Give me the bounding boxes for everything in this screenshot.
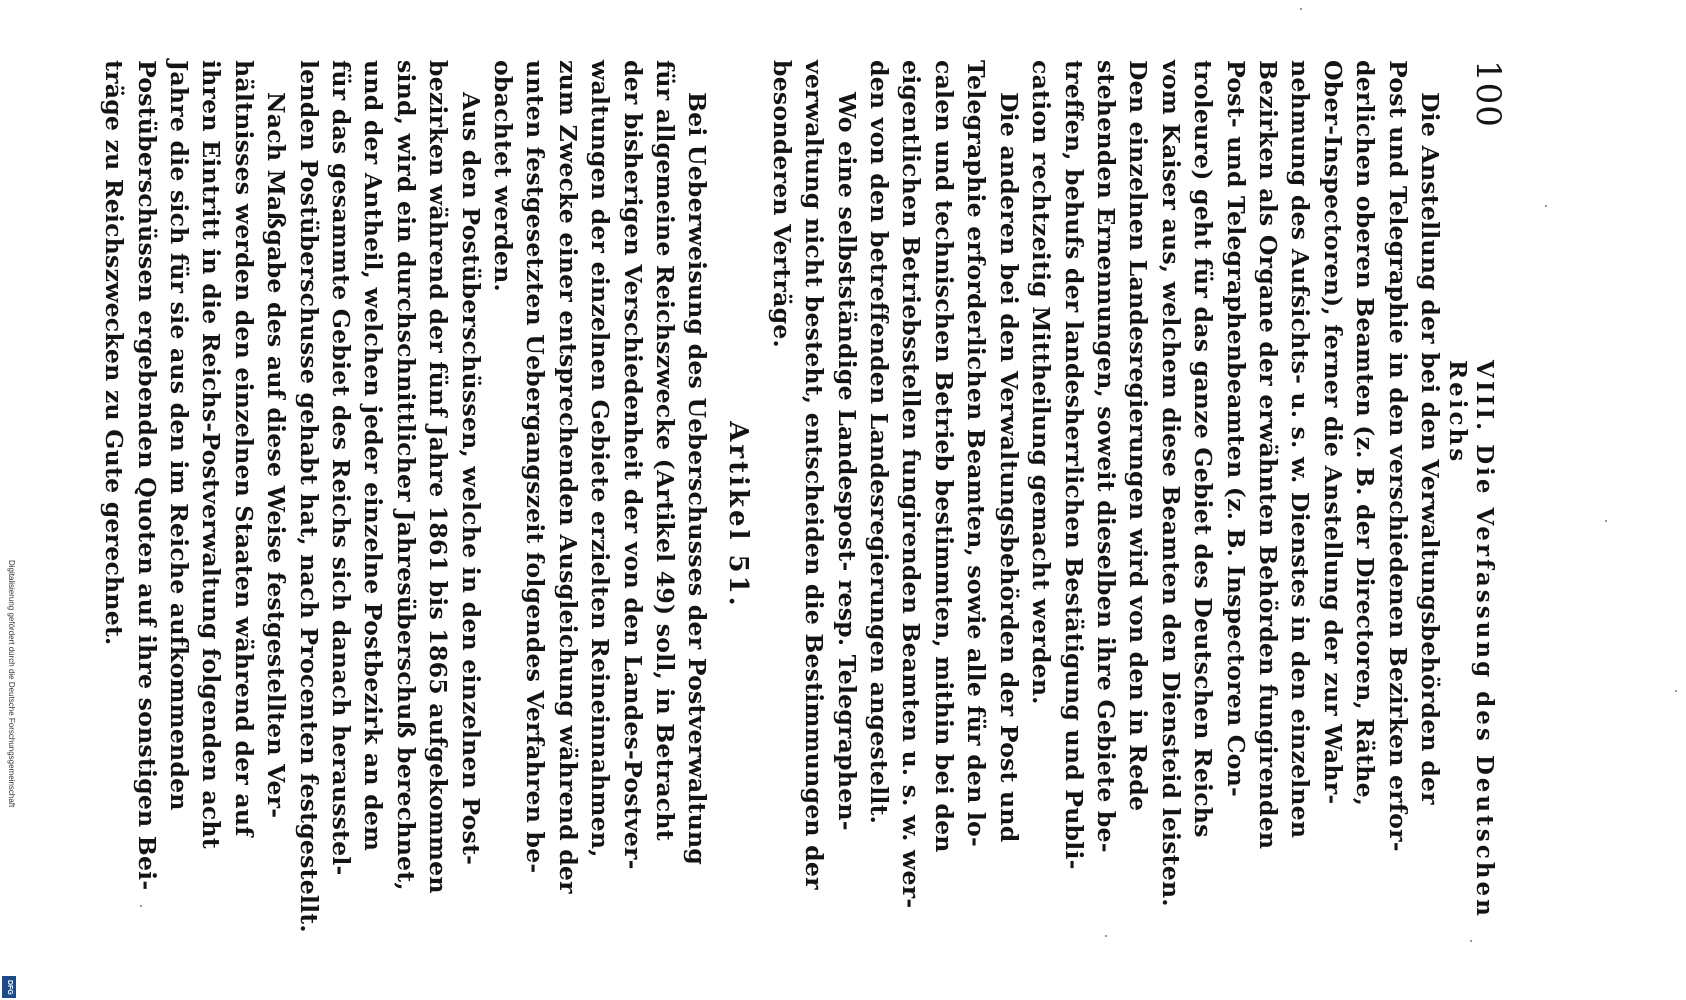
paragraph [98, 60, 292, 970]
text-line: für das gesammte Gebiet des Reichs sich danach herausstel- [327, 60, 355, 876]
text-line: hältnisses werden den einzelnen Staaten während der auf [229, 60, 258, 837]
text-line: Postüberschüssen ergebenden Quoten auf ihre sonstigen Bei- [132, 60, 161, 891]
text-line: für allgemeine Reichszwecke (Artikel 49) soll, in Betracht [651, 60, 680, 841]
running-title: VIII. Die Verfassung des Deutschen Reichs [1444, 360, 1498, 919]
text-line: Post- und Telegraphenbeamten (z. B. Inspectoren Con- [1221, 60, 1250, 797]
text-line: der bisherigen Verschiedenheit der von den Landes-Postver- [618, 60, 647, 870]
text-line: Bezirken als Organe der erwähnten Behörden fungirenden [1253, 60, 1282, 850]
dfg-logo-icon: DFG [2, 976, 16, 998]
text-line: bezirken während der fünf Jahre 1861 bis 1865 aufgekommen [424, 60, 453, 894]
text-line: besonderen Verträge. [767, 60, 796, 348]
page-header [1444, 30, 1508, 990]
text-line: Ober-Inspectoren), ferner die Anstellung der zur Wahr- [1318, 60, 1347, 805]
text-line: calen und technischen Betrieb bestimmten, mithin bei den [929, 60, 958, 853]
paragraph [487, 60, 714, 970]
text-line: unten festgesetzten Uebergangszeit folgendes Verfahren be- [521, 60, 550, 874]
text-line: träge zu Reichszwecken zu Gute gerechnet. [100, 60, 129, 646]
digitization-note [4, 560, 16, 990]
text-line: und der Antheil, welchen jeder einzelne Postbezirk an dem [359, 60, 388, 852]
paragraph [863, 60, 1025, 970]
text-line: ihren Eintritt in die Reichs-Postverwaltung folgenden acht [197, 60, 226, 849]
text-line: Bei Ueberweisung des Ueberschusses der Postverwaltung [683, 92, 712, 865]
text-line: Die anderen bei den Verwaltungsbehörden der Post und [994, 92, 1023, 843]
text-line: zum Zwecke einer entsprechenden Ausgleichung während der [553, 60, 582, 894]
scan-speck [1605, 520, 1607, 522]
text-line: Die Anstellung der bei den Verwaltungsbehörden der [1416, 92, 1444, 805]
text-line: Nach Maßgabe des auf diese Weise festgestellten Ver- [262, 92, 291, 819]
scan-speck [1675, 690, 1677, 692]
text-line: lenden Postüberschusse gehabt hat, nach Procenten festgestellt. [294, 60, 323, 933]
text-line: Wo eine selbstständige Landespost- resp. Telegraphen- [832, 92, 861, 831]
text-line: Den einzelnen Landesregierungen wird von den in Rede [1124, 60, 1153, 812]
page-body [98, 30, 1456, 990]
scan-speck [1300, 8, 1302, 10]
text-line: Telegraphie erforderlichen Beamten, sowie alle für den lo- [962, 60, 991, 847]
text-line: nehmung des Aufsichts- u. s. w. Dienstes in den einzelnen [1286, 60, 1315, 839]
text-line: den von den betreffenden Landesregierungen angestellt. [865, 60, 894, 825]
scan-speck [1105, 935, 1107, 937]
text-line: vom Kaiser aus, welchem diese Beamten den Diensteid leisten. [1156, 60, 1185, 907]
digitization-note-text: Digitalisierung gefördert durch die Deutsche Forschungsgemeinschaft [7, 560, 16, 808]
text-line: derlichen oberen Beamten (z. B. der Directoren, Räthe, [1351, 60, 1380, 807]
text-line: cation rechtzeitig Mittheilung gemacht werden. [1027, 60, 1056, 705]
scan-speck [1545, 205, 1547, 207]
text-line: eigentlichen Betriebsstellen fungirenden Beamten u. s. w. wer- [897, 60, 926, 909]
text-line: waltungen der einzelnen Gebiete erzielten Reineinnahmen, [586, 60, 615, 858]
paragraph [292, 60, 486, 970]
paragraph [1025, 60, 1446, 970]
text-line: treffen, behufs der landesherrlichen Bestätigung und Publi- [1059, 60, 1088, 870]
scan-speck [140, 905, 142, 907]
text-line: troleure) geht für das ganze Gebiet des Deutschen Reichs [1189, 60, 1218, 838]
page-number: 100 [1468, 60, 1508, 128]
text-line: Jahre die sich für sie aus den im Reiche aufkommenden [164, 60, 193, 811]
text-line: obachtet werden. [489, 60, 518, 292]
text-line: stehenden Ernennungen, soweit dieselben ihre Gebiete be- [1091, 60, 1120, 853]
text-line: sind, wird ein durchschnittlicher Jahresüberschuß berechnet, [391, 60, 420, 891]
text-line: Aus den Postüberschüssen, welche in den einzelnen Post- [456, 92, 485, 866]
text-line: verwaltung nicht besteht, entscheiden die Bestimmungen der [800, 60, 829, 890]
article-heading: Artikel 51. [723, 421, 754, 609]
book-page [100, 30, 1508, 990]
text-line: Post und Telegraphie in den verschiedenen Bezirken erfor- [1383, 60, 1412, 852]
scan-speck [1470, 940, 1472, 942]
paragraph [765, 60, 862, 970]
